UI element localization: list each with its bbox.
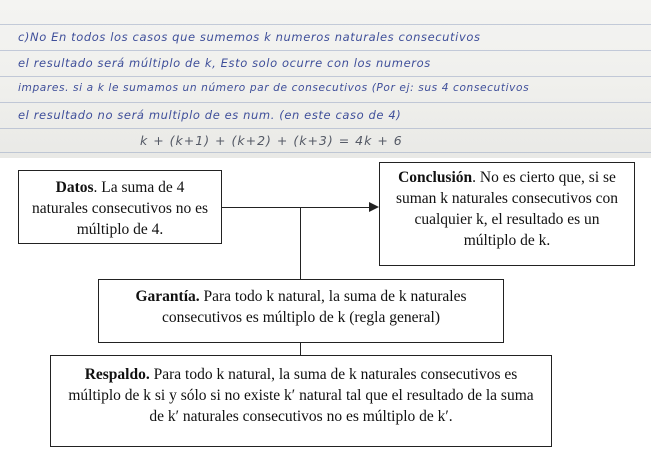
datos-conclusion-connector [222,207,369,208]
respaldo-box [50,355,552,447]
conclusion-label: Conclusión [398,169,473,186]
datos-box [18,170,222,244]
handwriting-line-2: el resultado será múltiplo de k, Esto solo ocurre con los numeros [18,56,431,70]
datos-text: . La suma de 4 naturales consecutivos no es múltiplo de 4. [31,179,209,238]
conclusion-box [379,162,635,266]
datos-label: Datos [55,179,94,196]
arrow-head [369,202,379,212]
garantia-text: Para todo k natural, la suma de k naturales consecutivos es múltiplo de k (regla general) [161,288,467,326]
respaldo-label: Respaldo. [84,366,150,383]
handwriting-formula: k + (k+1) + (k+2) + (k+3) = 4k + 6 [140,133,403,148]
conclusion-text: . No es cierto que, si se suman k naturales consecutivos con cualquier k, el resultado es un múltiplo de k. [395,169,619,249]
handwriting-line-1: c)No En todos los casos que sumemos k numeros naturales consecutivos [18,30,481,44]
handwritten-notes-photo [0,0,651,158]
handwriting-line-4: el resultado no será multiplo de es num. (en este caso de 4) [18,108,402,122]
garantia-box [98,279,504,343]
respaldo-connector [300,343,301,355]
garantia-connector [300,207,301,279]
garantia-label: Garantía. [135,288,200,305]
handwriting-line-3: impares. si a k le sumamos un número par de consecutivos (Por ej: sus 4 consecutivos [18,82,530,94]
respaldo-text: Para todo k natural, la suma de k naturales consecutivos es múltiplo de k si y sólo si no existe k′ natural tal que el resultado de la suma de k′ naturales consecutivos no es múltiplo de k′. [68,366,534,425]
